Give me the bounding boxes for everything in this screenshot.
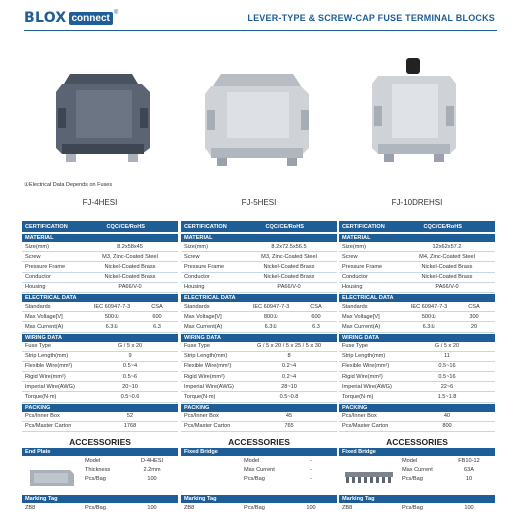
label: Model [402, 457, 418, 464]
value: G / 5 x 20 [117, 343, 143, 350]
section-header-material: MATERIAL [22, 234, 178, 242]
value: M3, Zinc-Coated Steel [102, 253, 158, 260]
accessories-title: ACCESSORIES [69, 437, 131, 447]
section-header-material: MATERIAL [181, 234, 337, 242]
label: Pcs/Bag [244, 475, 265, 482]
row-flexible-wire [22, 362, 178, 372]
value: 6.3① [422, 323, 436, 330]
label: Model [244, 457, 260, 464]
value-csa: 300 [469, 313, 479, 320]
value: IEC 60947-7-3 [252, 303, 290, 310]
label: Rigid Wire(mm²) [342, 373, 383, 380]
row-model [82, 456, 178, 465]
label: Pcs/Bag [85, 504, 106, 511]
value: 52 [126, 413, 134, 420]
row-thickness [82, 465, 178, 474]
row-pcs-inner [181, 412, 337, 422]
value: 100 [464, 504, 474, 511]
value: 1768 [123, 423, 137, 430]
label: Pcs/Master Carton [184, 423, 231, 430]
row-torque [339, 392, 495, 402]
label: Torque(N·m) [25, 394, 57, 401]
label: Thickness [85, 466, 111, 473]
label: Pcs/Inner Box [25, 413, 60, 420]
value: 800① [263, 313, 279, 320]
row-pcs-bag [82, 474, 178, 483]
page-title: LEVER-TYPE & SCREW-CAP FUSE TERMINAL BLOCKS [247, 13, 495, 23]
row-screw [181, 252, 337, 262]
label: Imperial Wire(AWG) [184, 383, 234, 390]
label: Fuse Type [25, 343, 52, 350]
row-fuse-type [339, 342, 495, 352]
value: 6.3① [264, 323, 278, 330]
value: Nickel-Coated Brass [421, 274, 473, 281]
value: 100 [306, 504, 316, 511]
value: 63A [464, 466, 474, 473]
row-housing [339, 283, 495, 293]
value: Nickel-Coated Brass [263, 274, 315, 281]
value: 8.2x58x45 [117, 243, 143, 250]
row-screw [22, 252, 178, 262]
label: Size(mm) [342, 243, 366, 250]
certification-bar [339, 221, 495, 232]
value: PA66/V-0 [277, 284, 301, 291]
accessory-body [181, 456, 337, 494]
label: Flexible Wire(mm²) [342, 363, 390, 370]
value: - [310, 457, 312, 464]
row-rigid-wire [339, 372, 495, 382]
row-marking-tag [339, 503, 495, 512]
row-housing [22, 283, 178, 293]
label: Max Current(A) [184, 323, 223, 330]
row-size [339, 242, 495, 252]
label: Pcs/Inner Box [342, 413, 377, 420]
label: Pressure Frame [342, 263, 383, 270]
section-header-wiring: WIRING DATA [339, 334, 495, 342]
accessory-body [22, 456, 178, 494]
label: Imperial Wire(AWG) [25, 383, 75, 390]
label: Flexible Wire(mm²) [184, 363, 232, 370]
label: Standards [184, 303, 210, 310]
label: Strip Length(mm) [342, 353, 386, 360]
tag: ZB8 [25, 504, 36, 511]
value: D-4HESI [140, 457, 164, 464]
row-flexible-wire [339, 362, 495, 372]
value: 9 [128, 353, 132, 360]
accessory-table-1 [22, 448, 178, 512]
row-pcs-bag [241, 474, 337, 483]
label: Pcs/Master Carton [25, 423, 72, 430]
row-max-current [181, 322, 337, 332]
value: 0.5~0.8 [279, 394, 299, 401]
spec-table-fj-10drehsi [339, 221, 495, 432]
label: Screw [184, 253, 200, 260]
row-size [22, 242, 178, 252]
value: 100 [147, 475, 157, 482]
label: Pcs/Master Carton [342, 423, 389, 430]
tag: ZB8 [184, 504, 195, 511]
accessory-type: Fixed Bridge [181, 448, 337, 456]
accessory-table-2 [181, 448, 337, 512]
registered-mark: ® [113, 10, 119, 16]
row-conductor [181, 273, 337, 283]
value: CQC/CE/RoHS [106, 223, 145, 230]
label: Pressure Frame [184, 263, 225, 270]
label: Rigid Wire(mm²) [184, 373, 225, 380]
end-plate-image [26, 464, 78, 490]
row-max-voltage [22, 312, 178, 322]
value: 0.5~16 [438, 373, 456, 380]
row-standards [22, 302, 178, 312]
value: 0.5~0.6 [120, 394, 140, 401]
value: 22~6 [440, 383, 454, 390]
value: Nickel-Coated Brass [104, 274, 156, 281]
label: Fuse Type [184, 343, 211, 350]
label: Pcs/Bag [85, 475, 106, 482]
row-max-current [399, 465, 495, 474]
spec-table-fj-5hesi [181, 221, 337, 432]
row-imperial-wire [181, 382, 337, 392]
row-torque [22, 392, 178, 402]
section-header-material: MATERIAL [339, 234, 495, 242]
value: 12x62x57.2 [432, 243, 462, 250]
value-csa: CSA [310, 303, 322, 310]
value: - [310, 475, 312, 482]
row-fuse-type [181, 342, 337, 352]
row-model [241, 456, 337, 465]
value-csa: 600 [152, 313, 162, 320]
row-housing [181, 283, 337, 293]
value: G / 5 x 20 / 5 x 25 / 5 x 30 [256, 343, 322, 350]
label: Torque(N·m) [184, 394, 216, 401]
value: - [310, 466, 312, 473]
value: Nickel-Coated Brass [421, 263, 473, 270]
spec-table-fj-4hesi [22, 221, 178, 432]
row-pressure-frame [339, 262, 495, 272]
value: FB10-12 [458, 457, 480, 464]
row-pcs-master [22, 422, 178, 432]
value: IEC 60947-7-3 [93, 303, 131, 310]
model-title: FJ-4HESI [82, 198, 118, 207]
value: 500① [421, 313, 437, 320]
value: PA66/V-0 [435, 284, 459, 291]
row-conductor [339, 273, 495, 283]
row-strip-length [22, 352, 178, 362]
row-conductor [22, 273, 178, 283]
accessories-title: ACCESSORIES [228, 437, 290, 447]
electrical-note: ①Electrical Data Depends on Fuses [24, 182, 113, 188]
value: 500① [104, 313, 120, 320]
row-rigid-wire [181, 372, 337, 382]
section-header-packing: PACKING [181, 404, 337, 412]
label: Strip Length(mm) [25, 353, 69, 360]
row-pcs-inner [22, 412, 178, 422]
row-pcs-bag [399, 474, 495, 483]
label: Pressure Frame [25, 263, 66, 270]
value: 6.3① [105, 323, 119, 330]
label: Model [85, 457, 101, 464]
label: Screw [25, 253, 41, 260]
row-flexible-wire [181, 362, 337, 372]
certification-bar [22, 221, 178, 232]
value: 11 [444, 353, 450, 360]
row-imperial-wire [339, 382, 495, 392]
value-csa: 600 [311, 313, 321, 320]
label: Conductor [342, 274, 368, 281]
section-header-wiring: WIRING DATA [181, 334, 337, 342]
value: 8.2x72.5x56.5 [271, 243, 307, 250]
row-fuse-type [22, 342, 178, 352]
label: Max Voltage[V] [184, 313, 222, 320]
section-header-electrical: ELECTRICAL DATA [181, 294, 337, 302]
row-max-voltage [181, 312, 337, 322]
row-rigid-wire [22, 372, 178, 382]
row-max-current [241, 465, 337, 474]
section-header-electrical: ELECTRICAL DATA [339, 294, 495, 302]
value-csa: 6.3 [153, 323, 161, 330]
row-screw [339, 252, 495, 262]
row-marking-tag [181, 503, 337, 512]
value: PA66/V-0 [118, 284, 142, 291]
marking-tag-header: Marking Tag [181, 495, 337, 503]
section-header-packing: PACKING [339, 404, 495, 412]
header-divider [24, 30, 497, 31]
row-imperial-wire [22, 382, 178, 392]
label: Screw [342, 253, 358, 260]
label: Flexible Wire(mm²) [25, 363, 73, 370]
product-image-fj-10drehsi [338, 44, 486, 178]
row-model [399, 456, 495, 465]
label: Size(mm) [184, 243, 208, 250]
label: Max Current [402, 466, 433, 473]
accessory-body [339, 456, 495, 494]
label: Pcs/Inner Box [184, 413, 219, 420]
label: Conductor [184, 274, 210, 281]
row-standards [339, 302, 495, 312]
accessories-title: ACCESSORIES [386, 437, 448, 447]
value: M3, Zinc-Coated Steel [261, 253, 317, 260]
label: Rigid Wire(mm²) [25, 373, 66, 380]
label: Standards [342, 303, 368, 310]
brand-sub: connect [69, 12, 113, 25]
fixed-bridge-image [343, 464, 395, 490]
row-max-current [339, 322, 495, 332]
row-pcs-master [181, 422, 337, 432]
value: 0.5~4 [122, 363, 138, 370]
label: Fuse Type [342, 343, 369, 350]
model-title: FJ-5HESI [241, 198, 277, 207]
row-strip-length [181, 352, 337, 362]
row-size [181, 242, 337, 252]
value: 100 [147, 504, 157, 511]
value-csa: CSA [468, 303, 480, 310]
row-max-current [22, 322, 178, 332]
value-csa: 20 [470, 323, 478, 330]
value: 0.5~6 [122, 373, 138, 380]
value: 45 [285, 413, 293, 420]
accessory-type: End Plate [22, 448, 178, 456]
row-marking-tag [22, 503, 178, 512]
value: M4, Zinc-Coated Steel [419, 253, 475, 260]
label: Imperial Wire(AWG) [342, 383, 392, 390]
row-torque [181, 392, 337, 402]
label: Housing [342, 284, 363, 291]
section-header-wiring: WIRING DATA [22, 334, 178, 342]
label: Max Voltage[V] [342, 313, 380, 320]
label: Housing [184, 284, 205, 291]
model-title: FJ-10DREHSI [391, 198, 443, 207]
accessory-table-3 [339, 448, 495, 512]
marking-tag-header: Marking Tag [22, 495, 178, 503]
label: CERTIFICATION [25, 223, 68, 230]
row-pressure-frame [22, 262, 178, 272]
label: Torque(N·m) [342, 394, 374, 401]
row-max-voltage [339, 312, 495, 322]
value: 0.2~4 [281, 373, 297, 380]
label: Pcs/Bag [402, 504, 423, 511]
value: 40 [443, 413, 451, 420]
label: CERTIFICATION [342, 223, 385, 230]
product-image-fj-4hesi [28, 44, 176, 178]
value: CQC/CE/RoHS [423, 223, 462, 230]
value: 800 [442, 423, 452, 430]
value: 10 [465, 475, 473, 482]
label: Pcs/Bag [244, 504, 265, 511]
tag: ZB8 [342, 504, 353, 511]
value: 2.2mm [143, 466, 161, 473]
row-pcs-master [339, 422, 495, 432]
label: Size(mm) [25, 243, 49, 250]
label: Standards [25, 303, 51, 310]
row-standards [181, 302, 337, 312]
value: 765 [284, 423, 294, 430]
value: 0.5~16 [438, 363, 456, 370]
label: Conductor [25, 274, 51, 281]
value: 8 [287, 353, 291, 360]
label: Pcs/Bag [402, 475, 423, 482]
label: CERTIFICATION [184, 223, 227, 230]
label: Strip Length(mm) [184, 353, 228, 360]
section-header-electrical: ELECTRICAL DATA [22, 294, 178, 302]
product-image-fj-5hesi [183, 44, 331, 178]
label: Max Current(A) [342, 323, 381, 330]
brand-name: BLOX [24, 10, 67, 26]
row-pressure-frame [181, 262, 337, 272]
value: G / 5 x 20 [434, 343, 460, 350]
row-strip-length [339, 352, 495, 362]
certification-bar [181, 221, 337, 232]
brand-logo [24, 10, 118, 26]
label: Max Current [244, 466, 275, 473]
value: Nickel-Coated Brass [263, 263, 315, 270]
label: Max Current(A) [25, 323, 64, 330]
row-pcs-inner [339, 412, 495, 422]
value-csa: CSA [151, 303, 163, 310]
accessory-type: Fixed Bridge [339, 448, 495, 456]
value: 0.2~4 [281, 363, 297, 370]
label: Max Voltage[V] [25, 313, 63, 320]
marking-tag-header: Marking Tag [339, 495, 495, 503]
section-header-packing: PACKING [22, 404, 178, 412]
value: IEC 60947-7-3 [410, 303, 448, 310]
value: 1.5~1.8 [437, 394, 457, 401]
value: 20~10 [122, 383, 138, 390]
value: 28~10 [281, 383, 297, 390]
value-csa: 6.3 [312, 323, 320, 330]
value: Nickel-Coated Brass [104, 263, 156, 270]
label: Housing [25, 284, 46, 291]
value: CQC/CE/RoHS [265, 223, 304, 230]
